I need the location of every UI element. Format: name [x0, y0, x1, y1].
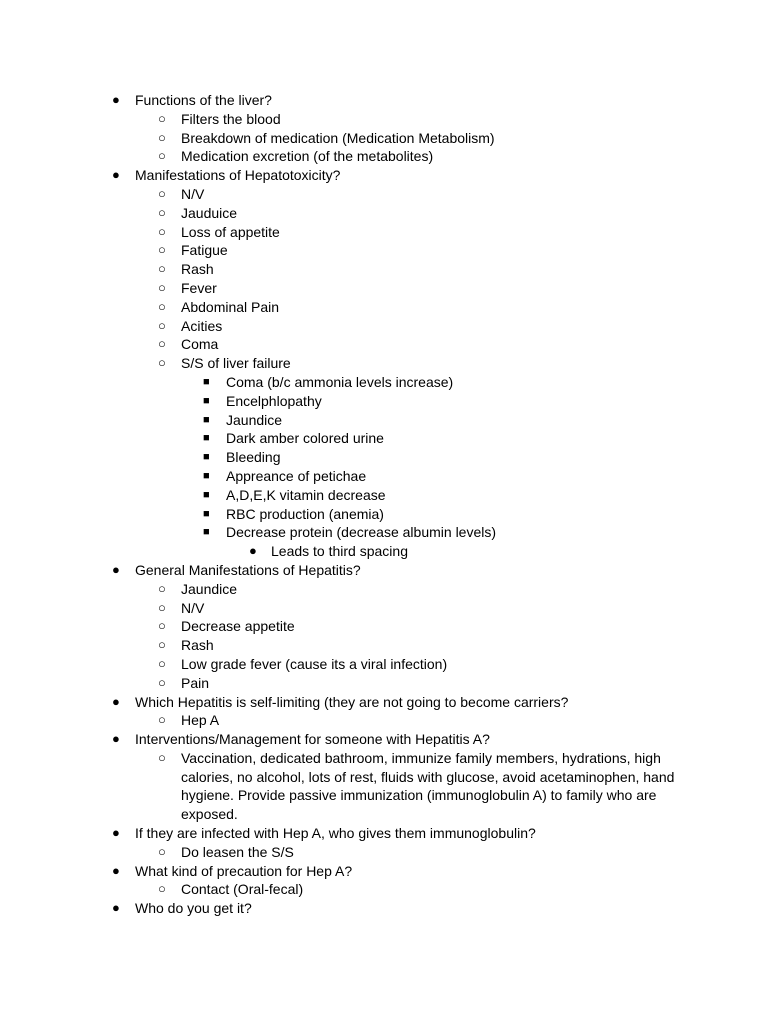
list-item-text: Vaccination, dedicated bathroom, immunize family members, hydrations, high calories, no alcohol, lots of rest, fluids with glucose, avoid acetaminophen, hand hygiene. Provide passive immunization (immunoglobulin A) to family who are exposed. [181, 749, 675, 823]
list-item-text: A,D,E,K vitamin decrease [226, 486, 386, 503]
bullet-icon: ■ [203, 451, 210, 464]
bullet-icon: ○ [158, 110, 166, 126]
list-item-text: Who do you get it? [135, 900, 252, 917]
list-item [0, 279, 675, 298]
list-item-text: Fever [181, 279, 217, 296]
bullet-icon: ○ [158, 637, 166, 653]
list-item [0, 147, 675, 166]
list-item [0, 129, 675, 148]
list-item-text: S/S of liver failure [181, 355, 291, 372]
list-item [0, 317, 675, 336]
bullet-icon: ○ [158, 336, 166, 352]
list-item-text: Jaundice [226, 411, 283, 428]
list-item-text: Manifestations of Hepatotoxicity? [135, 167, 341, 184]
bullet-icon: ○ [158, 317, 166, 333]
document-body [0, 91, 768, 918]
list-item [0, 542, 675, 561]
list-item [0, 185, 675, 204]
list-item [0, 655, 675, 674]
bullet-icon: ○ [158, 881, 166, 897]
list-item [0, 354, 675, 373]
list-item [0, 335, 675, 354]
bullet-icon: ■ [203, 469, 210, 482]
list-item [0, 674, 675, 693]
list-item [0, 204, 675, 223]
bullet-icon: ● [112, 92, 120, 107]
bullet-icon: ○ [158, 655, 166, 671]
list-item [0, 730, 675, 749]
list-item-text: General Manifestations of Hepatitis? [135, 561, 361, 578]
list-item [0, 298, 675, 317]
list-item [0, 166, 675, 185]
list-item [0, 749, 675, 824]
list-item-text: N/V [181, 599, 205, 616]
bullet-icon: ○ [158, 618, 166, 634]
list-item [0, 486, 675, 505]
bullet-icon: ○ [158, 279, 166, 295]
list-item [0, 429, 675, 448]
bullet-icon: ○ [158, 599, 166, 615]
list-item-text: Rash [181, 637, 214, 654]
list-item [0, 599, 675, 618]
bullet-icon: ● [112, 731, 120, 747]
list-item [0, 636, 675, 655]
list-item [0, 448, 675, 467]
list-item [0, 241, 675, 260]
list-item-text: Interventions/Management for someone with Hepatitis A? [135, 731, 490, 748]
list-item [0, 561, 675, 580]
list-item-text: Dark amber colored urine [226, 430, 384, 447]
list-item [0, 411, 675, 430]
list-item [0, 899, 675, 918]
list-item-text: Low grade fever (cause its a viral infection) [181, 655, 448, 672]
list-item-text: Decrease appetite [181, 618, 295, 635]
list-item-text: Medication excretion (of the metabolites) [181, 148, 434, 165]
list-item [0, 693, 675, 712]
bullet-icon: ○ [158, 298, 166, 314]
list-item-text: Encelphlopathy [226, 392, 322, 409]
bullet-icon: ○ [158, 223, 166, 239]
list-item-text: Abdominal Pain [181, 298, 280, 315]
list-item [0, 711, 675, 730]
bullet-icon: ○ [158, 261, 166, 277]
list-item-text: Functions of the liver? [135, 92, 272, 108]
bullet-icon: ○ [158, 204, 166, 220]
list-item [0, 824, 675, 843]
list-item [0, 843, 675, 862]
list-item [0, 373, 675, 392]
list-item-text: Filters the blood [181, 110, 281, 127]
bullet-icon: ■ [203, 488, 210, 501]
list-item-text: Breakdown of medication (Medication Metabolism) [181, 129, 495, 146]
bullet-icon: ○ [158, 580, 166, 596]
bullet-icon: ● [112, 862, 120, 878]
bullet-icon: ○ [158, 129, 166, 145]
bullet-icon: ○ [158, 674, 166, 690]
list-item [0, 110, 675, 129]
list-item-text: RBC production (anemia) [226, 505, 384, 522]
list-item-text: N/V [181, 185, 205, 202]
bullet-icon: ○ [158, 242, 166, 258]
bullet-icon: ● [112, 693, 120, 709]
bullet-icon: ○ [158, 148, 166, 164]
bullet-icon: ■ [203, 413, 210, 426]
bullet-icon: ○ [158, 749, 166, 765]
list-item [0, 580, 675, 599]
bullet-icon: ● [112, 167, 120, 183]
bullet-icon: ● [112, 561, 120, 577]
bullet-icon: ■ [203, 394, 210, 407]
bullet-icon: ○ [158, 712, 166, 728]
list-item [0, 260, 675, 279]
bullet-icon: ■ [203, 507, 210, 520]
list-item-text: Loss of appetite [181, 223, 280, 240]
list-item-text: Coma [181, 336, 219, 353]
list-item [0, 91, 675, 110]
list-item-text: Contact (Oral-fecal) [181, 881, 304, 898]
list-item-text: Coma (b/c ammonia levels increase) [226, 373, 454, 390]
list-item-text: Do leasen the S/S [181, 843, 294, 860]
bullet-icon: ■ [203, 526, 210, 539]
bullet-icon: ○ [158, 843, 166, 859]
list-item-text: Jauduice [181, 204, 238, 221]
bullet-icon: ● [112, 900, 120, 916]
list-item-text: Bleeding [226, 449, 281, 466]
list-item-text: Hep A [181, 712, 220, 729]
list-item-text: Appreance of petichae [226, 467, 367, 484]
list-item-text: Leads to third spacing [271, 543, 408, 560]
list-item-text: Rash [181, 261, 214, 278]
list-item-text: Jaundice [181, 580, 238, 597]
bullet-icon: ● [249, 543, 257, 559]
bullet-icon: ● [112, 825, 120, 841]
list-item [0, 505, 675, 524]
list-item-text: If they are infected with Hep A, who gives them immunoglobulin? [135, 825, 536, 842]
bullet-icon: ○ [158, 355, 166, 371]
list-item-text: What kind of precaution for Hep A? [135, 862, 353, 879]
list-item [0, 880, 675, 899]
bullet-icon: ○ [158, 185, 166, 201]
list-item-text: Acities [181, 317, 223, 334]
bullet-icon: ■ [203, 375, 210, 388]
list-item [0, 392, 675, 411]
list-item-text: Which Hepatitis is self-limiting (they are not going to become carriers? [135, 693, 569, 710]
list-item [0, 467, 675, 486]
list-item-text: Decrease protein (decrease albumin levels) [226, 524, 497, 541]
list-item [0, 862, 675, 881]
bullet-icon: ■ [203, 432, 210, 445]
list-item-text: Pain [181, 674, 210, 691]
list-item [0, 523, 675, 542]
list-item-text: Fatigue [181, 242, 228, 259]
list-item [0, 223, 675, 242]
list-item [0, 617, 675, 636]
